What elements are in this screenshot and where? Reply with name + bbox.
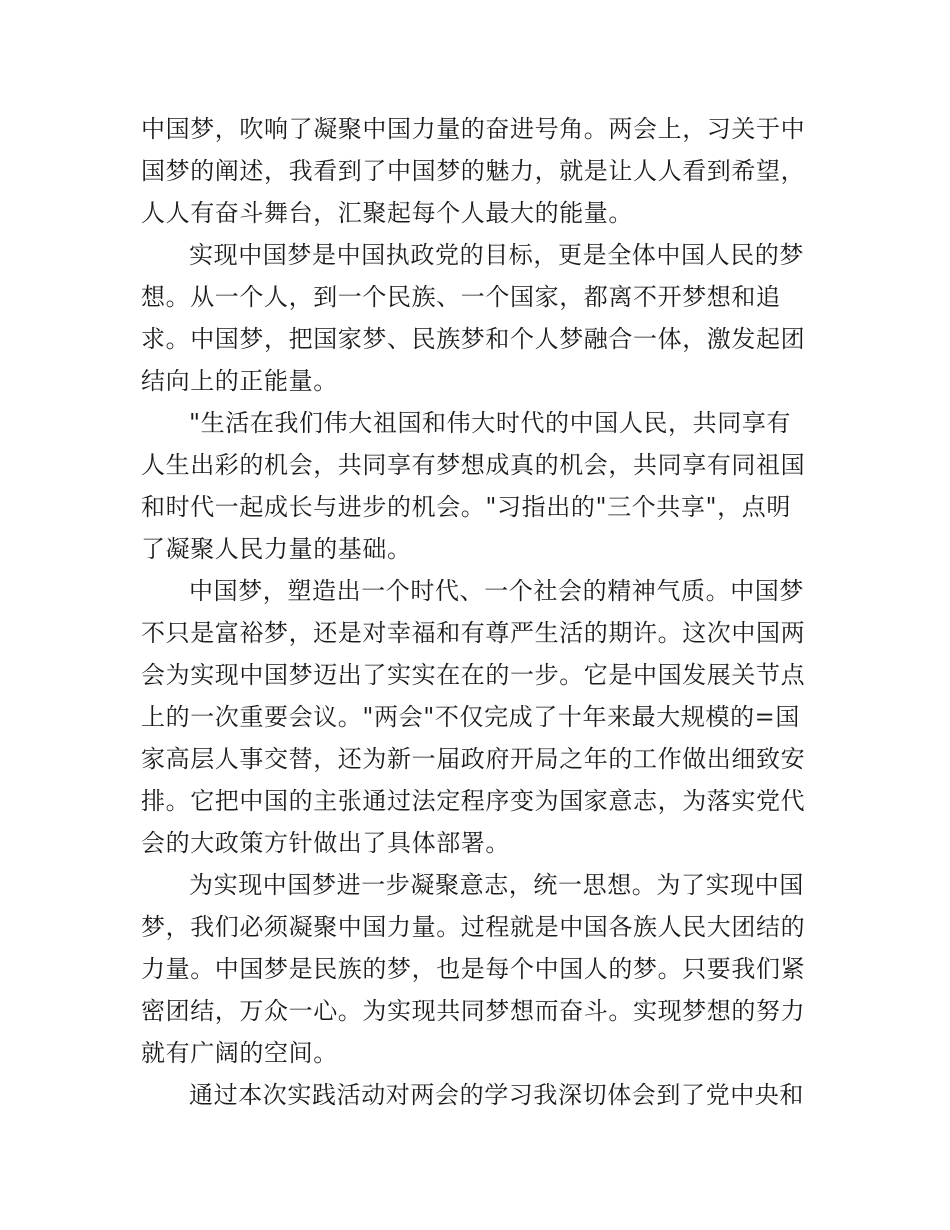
text-line: 不只是富裕梦，还是对幸福和有尊严生活的期许。这次中国两 [141, 619, 806, 647]
text-line: 中国梦，塑造出一个时代、一个社会的精神气质。中国梦 [189, 577, 804, 605]
text-line: 人人有奋斗舞台，汇聚起每个人最大的能量。 [141, 199, 633, 227]
text-line: 为实现中国梦进一步凝聚意志，统一思想。为了实现中国 [189, 871, 804, 899]
text-line: 结向上的正能量。 [141, 367, 338, 395]
text-line: 求。中国梦，把国家梦、民族梦和个人梦融合一体，激发起团 [141, 325, 806, 353]
text-line: 会为实现中国梦迈出了实实在在的一步。它是中国发展关节点 [141, 661, 806, 689]
text-line: 人生出彩的机会，共同享有梦想成真的机会，共同享有同祖国 [141, 451, 806, 479]
text-line: 会的大政策方针做出了具体部署。 [141, 829, 510, 857]
text-line: 国梦的阐述，我看到了中国梦的魅力，就是让人人看到希望， [141, 157, 806, 185]
text-line: 力量。中国梦是民族的梦，也是每个中国人的梦。只要我们紧 [141, 955, 806, 983]
text-line: 和时代一起成长与进步的机会。"习指出的"三个共享"，点明 [141, 493, 791, 521]
text-line: 就有广阔的空间。 [141, 1039, 338, 1067]
text-line: 通过本次实践活动对两会的学习我深切体会到了党中央和 [189, 1081, 804, 1109]
text-line: 家高层人事交替，还为新一届政府开局之年的工作做出细致安 [141, 745, 806, 773]
text-line: 想。从一个人，到一个民族、一个国家，都离不开梦想和追 [141, 283, 781, 311]
text-line: "生活在我们伟大祖国和伟大时代的中国人民，共同享有 [189, 409, 792, 437]
text-line: 梦，我们必须凝聚中国力量。过程就是中国各族人民大团结的 [141, 913, 806, 941]
text-line: 实现中国梦是中国执政党的目标，更是全体中国人民的梦 [189, 241, 804, 269]
text-line: 排。它把中国的主张通过法定程序变为国家意志，为落实党代 [141, 787, 806, 815]
text-line: 密团结，万众一心。为实现共同梦想而奋斗。实现梦想的努力 [141, 997, 806, 1025]
text-line: 中国梦，吹响了凝聚中国力量的奋进号角。两会上，习关于中 [141, 115, 806, 143]
document-body [141, 108, 813, 1116]
text-line: 了凝聚人民力量的基础。 [141, 535, 412, 563]
text-line: 上的一次重要会议。"两会"不仅完成了十年来最大规模的=国 [141, 703, 800, 731]
